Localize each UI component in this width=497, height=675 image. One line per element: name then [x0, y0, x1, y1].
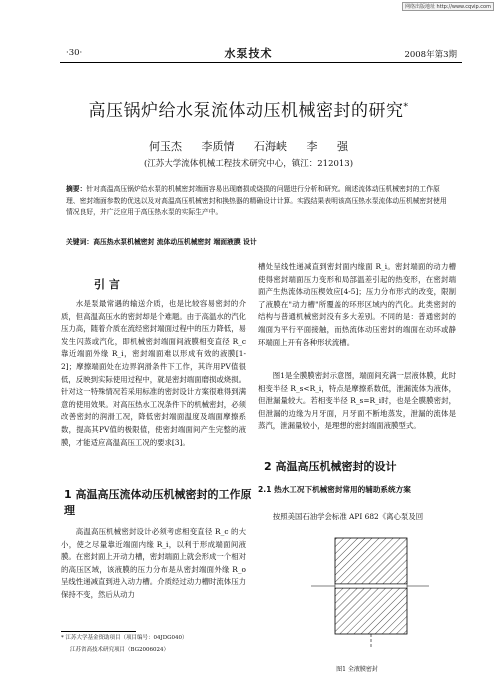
section1-heading: 1 高温高压流体动压机械密封的工作原理 [64, 488, 252, 517]
abstract [66, 184, 452, 219]
right-para-2: 图1是全膜膜密封示意图，端面间充满一层液体膜，此时相变半径 R_s<R_i，特点是摩擦系数低，泄漏流体为液体，但泄漏量较大。若相变半径 R_s=R_i时，也是全膜膜密封，但泄漏的边缘为月牙面，月牙面不断地蒸发，泄漏的流体是蒸汽，泄漏量较小，是理想的密封端面液膜型式。 [258, 371, 456, 431]
abstract-label: 摘要： [66, 185, 87, 193]
footnote-rule [61, 631, 136, 632]
issue-label: 2008年第3期 [404, 50, 457, 60]
abstract-text: 针对高温高压锅炉给水泵的机械密封端面容易出现磨损或烧损的问题进行分析和研究。阐述流体动压机械密封的工作原理、密封端面参数的优选以及对高温高压机械密封和换热器的精确设计计算。实践结果表明该高压热水泵流体动压机械密封使用情况良好，并广泛应用于高压热水泵的实际生产中。 [66, 185, 447, 216]
stationary-ring [335, 588, 407, 634]
subsection21-body: 按照美国石油学会标准 API 682《离心泵及回 [272, 512, 424, 521]
keywords-label: 关键词： [66, 238, 94, 246]
paper-title-text: 高压锅炉给水泵流体动压机械密封的研究 [88, 101, 404, 121]
header-rule [60, 62, 462, 63]
page-number: ·30· [66, 48, 83, 58]
journal-name: 水泵技术 [224, 47, 273, 60]
footnote-funding-1: * 江苏大学基金资助项目（项目编号：04JDG040） [61, 635, 188, 641]
seal-figure [305, 534, 435, 652]
affiliation: (江苏大学流体机械工程技术研究中心，镇江：212013) [143, 159, 354, 169]
section2-heading: 2 高温高压机械密封的设计 [264, 460, 397, 473]
keywords-text: 高压热水泵机械密封 流体动压机械密封 端面液膜 设计 [93, 238, 257, 246]
footnote-funding-2: 江苏省高技术研究项目（BG2006024） [70, 647, 170, 653]
fluid-film [335, 584, 407, 588]
source-link[interactable]: 网络出版地址 http://www.cqvip.com [402, 2, 494, 11]
figure-caption: 图1 全液膜密封 [336, 666, 378, 673]
subsection21-heading: 2.1 热水工况下机械密封常用的辅助系统方案 [258, 485, 411, 494]
rotating-ring [335, 538, 407, 584]
section1-body: 高温高压机械密封设计必须考虑相变直径 R_c 的大小，使之尽量靠近端面内缘 R_i，以利于形成端面间液膜。在密封面上开动力槽，密封端面上就会形成一个相对的高压区域，该液膜的压力分布是从密封端面外缘 R_o 呈线性递减直到进入动力槽。介质经过动力槽时流体压力保持不变，然后从动力 [61, 527, 246, 599]
keywords [66, 236, 452, 246]
intro-heading: 引 言 [94, 278, 120, 291]
intro-body: 水是泵最常遇的输送介质，也是比较容易密封的介质，但高温高压水的密封却是个难题。由于高温水的汽化压力高，随着介质在流经密封端面过程中的压力降低，易发生闪蒸或汽化，即机械密封端面间液膜相变直径 R_c 靠近端面外缘 R_i，密封端面难以形成有效的液膜[1-2]；摩擦端面处在边界润滑条件下工作，其许用PV值很低，反映到实际使用过程中，就是密封端面磨损或烧损。针对这一特殊情况若采用标准的密封设计方案很难得到满意的使用效果。对高压热水工况条件下的机械密封，必须改善密封的润滑工况，降低密封端面温度及端面摩擦系数，提高其PV值的极限值，使密封端面间产生完整的液膜，才能适应高温高压工况的要求[3]。 [61, 299, 246, 447]
title-footnote-mark: * [403, 102, 409, 113]
author-list: 何玉杰 李质情 石海峡 李 强 [149, 140, 348, 153]
right-para-1: 槽处呈线性递减直到密封面内缘面 R_i。密封端面的动力槽使得密封端面压力变形和局部温差引起的热变形，在密封端面产生热流体动压楔效应[4-5]；压力分布形式的改变，限制了液膜在"动力槽"所覆盖的环形区域内的汽化。此类密封的结构与普通机械密封没有多大差别。不同的是：普通密封的端面为平行平面接触，而热流体动压密封的端面在动环或静环端面上开有各种形状流槽。 [258, 262, 456, 347]
paper-title [0, 96, 497, 121]
